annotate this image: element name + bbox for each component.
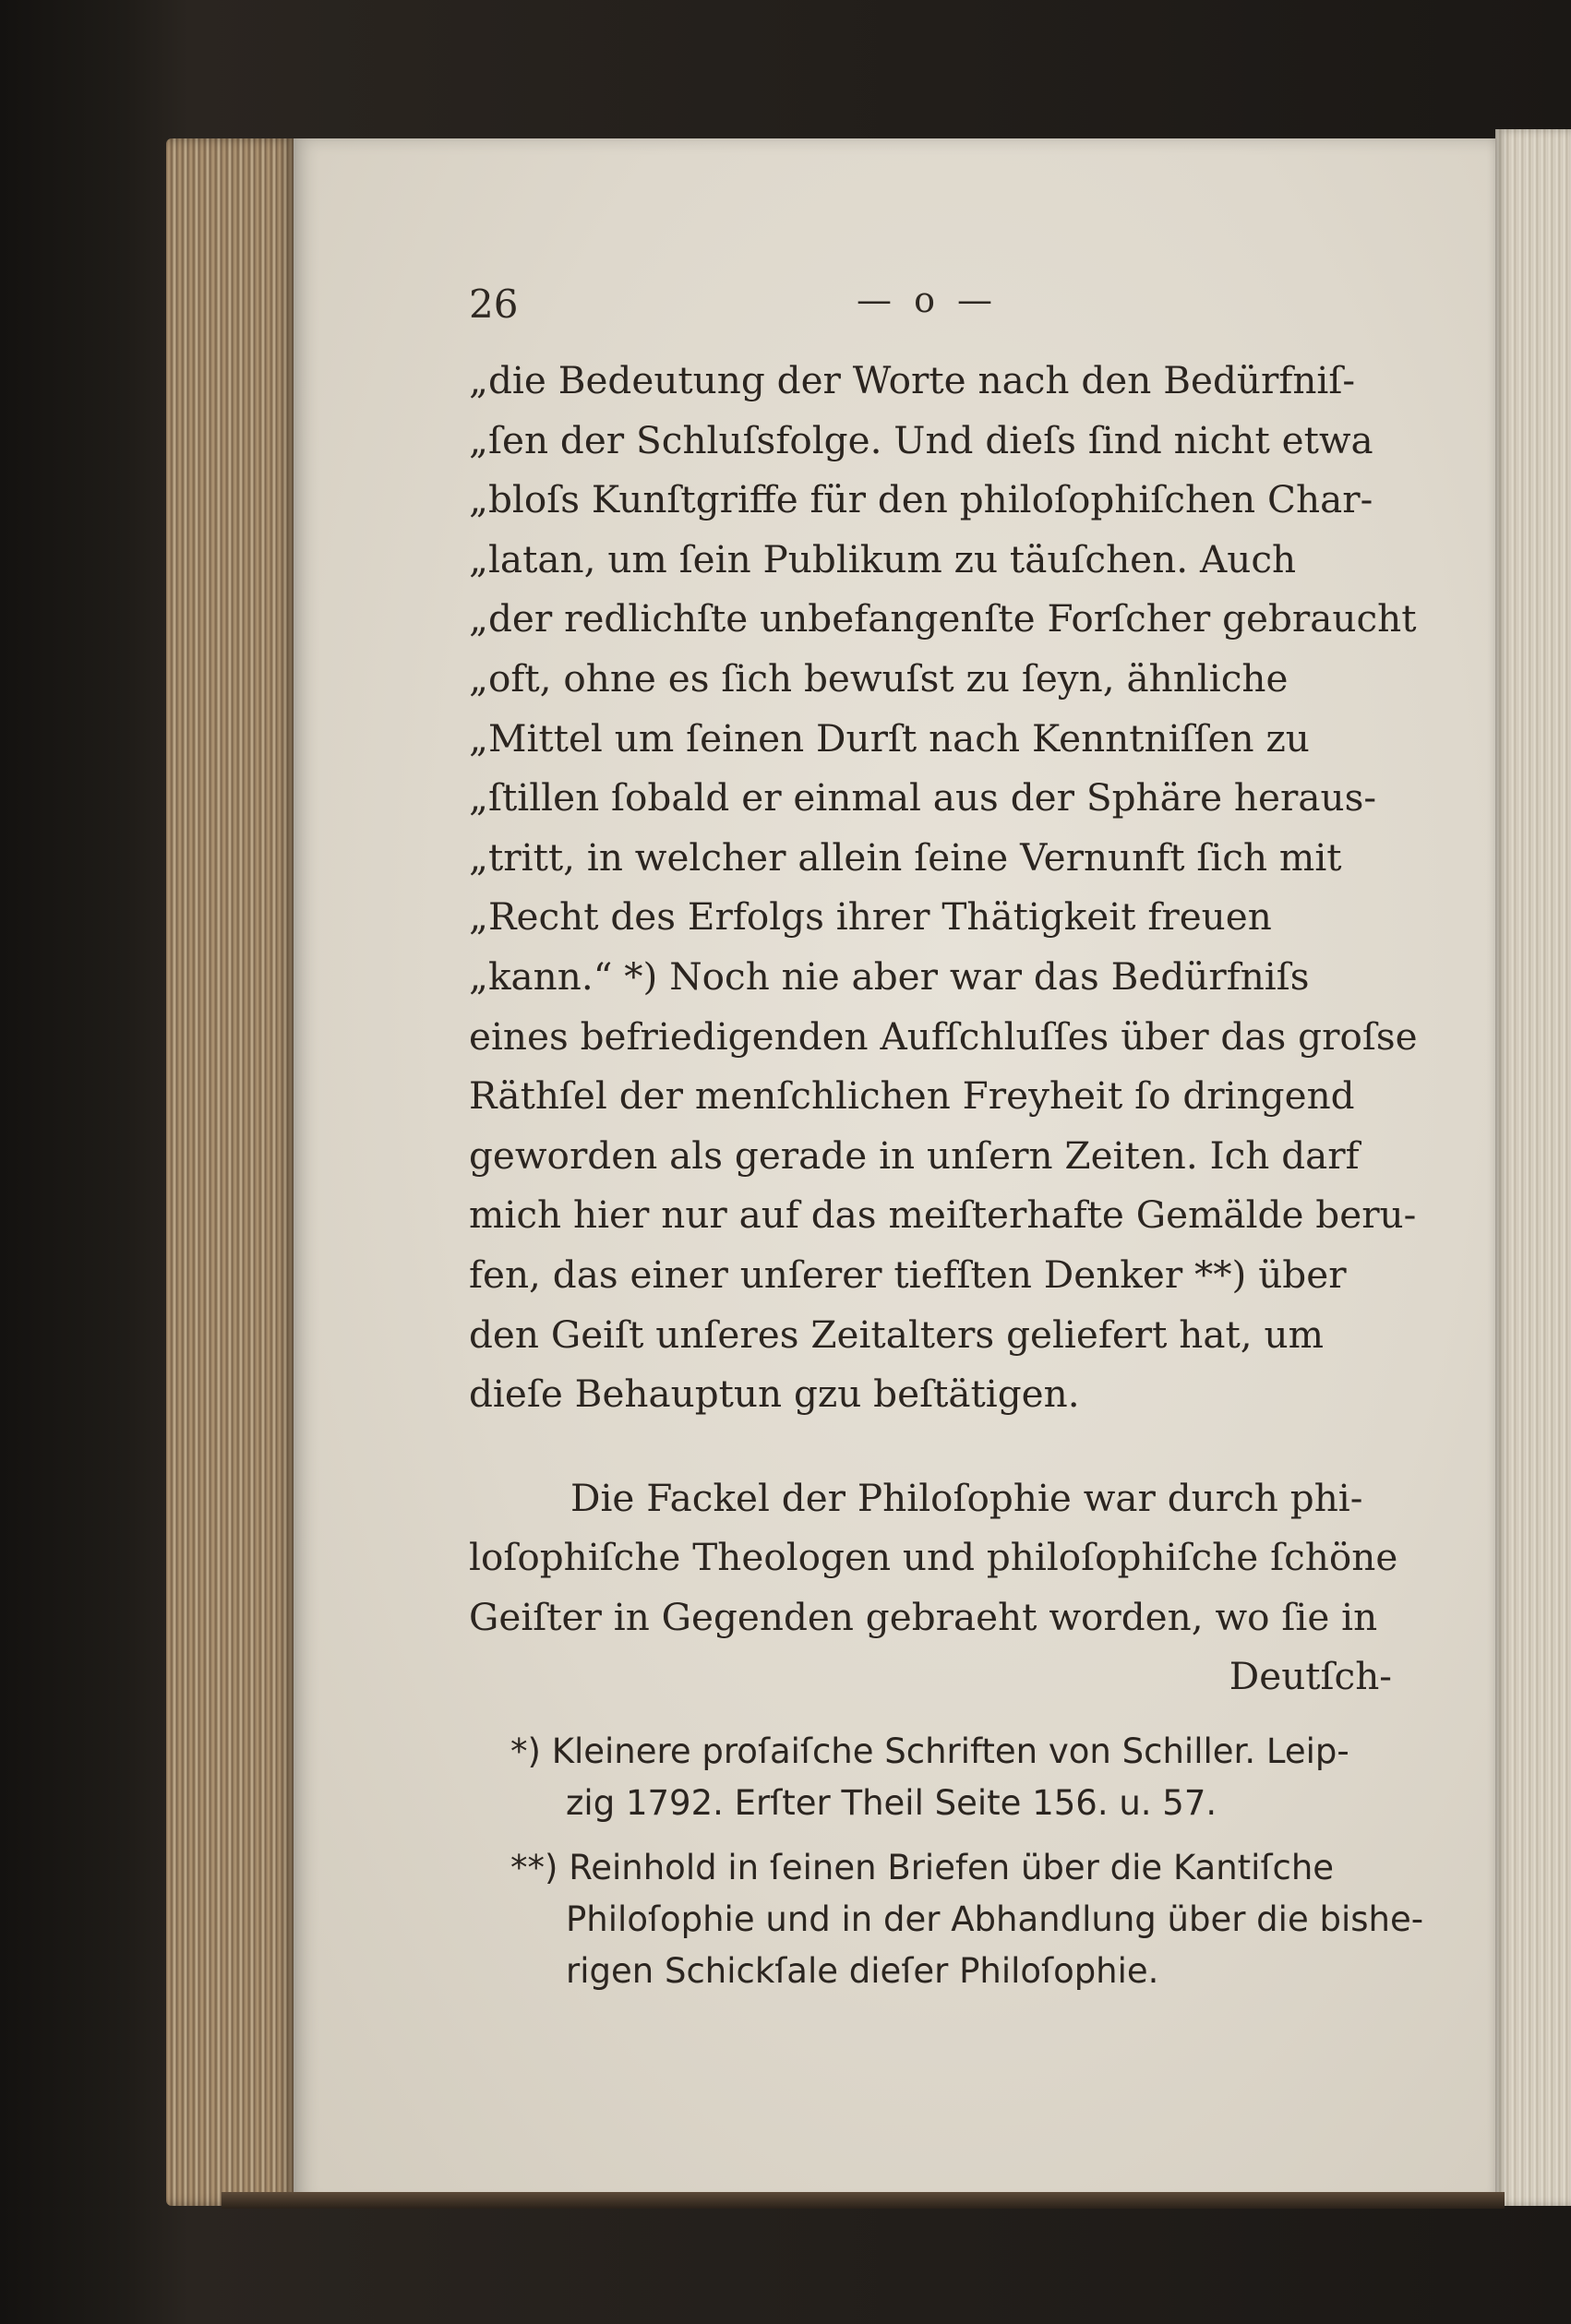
text-line: eines befriedigenden Aufſchluſſes über das groſse	[469, 1013, 1418, 1059]
footnotes	[510, 1726, 1424, 1997]
text-line: mich hier nur auf das meiſterhafte Gemälde beru-	[469, 1192, 1417, 1238]
footnote-line: Philoſophie und in der Abhandlung über die bishe-	[566, 1899, 1424, 1939]
book-page	[294, 138, 1495, 2206]
text-line: „kann.“ *) Noch nie aber war das Bedürfniſs	[469, 953, 1310, 999]
footnote-line: zig 1792. Erſter Theil Seite 156. u. 57.	[566, 1783, 1217, 1823]
running-head: — o —	[857, 280, 999, 320]
main-text	[469, 351, 1418, 1707]
footnote-line: rigen Schickſale dieſer Philoſophie.	[566, 1951, 1159, 1991]
text-line: „Mittel um ſeinen Durſt nach Kenntniſſen zu	[469, 715, 1310, 761]
page-stack-edge	[1495, 129, 1571, 2206]
text-line: geworden als gerade in unſern Zeiten. Ich darf	[469, 1132, 1360, 1178]
page-header	[469, 282, 1392, 337]
text-line: fen, das einer unſerer tiefſten Denker **) über	[469, 1252, 1347, 1297]
text-line: den Geiſt unſeres Zeitalters geliefert hat, um	[469, 1312, 1325, 1357]
footnote-line: **) Reinhold in ſeinen Briefen über die Kantiſche	[510, 1848, 1335, 1887]
catchword: Deutſch-	[1229, 1654, 1392, 1699]
text-line: „tritt, in welcher allein ſeine Vernunft ſich mit	[469, 834, 1342, 880]
text-line: „oft, ohne es ſich bewuſst zu ſeyn, ähnliche	[469, 655, 1289, 701]
text-line: „latan, um ſein Publikum zu täuſchen. Auch	[469, 536, 1297, 581]
book-spine-edge	[166, 138, 295, 2206]
text-line: „ſen der Schluſsfolge. Und dieſs ſind nicht etwa	[469, 417, 1373, 462]
text-line: loſophiſche Theologen und philoſophiſche ſchöne	[469, 1535, 1398, 1580]
text-line: „der redlichſte unbefangenſte Forſcher gebraucht	[469, 596, 1417, 641]
page-number: 26	[469, 282, 519, 327]
text-line: dieſe Behauptun gzu beſtätigen.	[469, 1372, 1080, 1417]
text-line: Räthſel der menſchlichen Freyheit ſo dringend	[469, 1073, 1355, 1119]
text-line: „ſtillen ſobald er einmal aus der Sphäre heraus-	[469, 775, 1377, 821]
footnote-line: *) Kleinere proſaiſche Schriften von Schiller. Leip-	[510, 1731, 1349, 1771]
book-bottom-edge	[222, 2192, 1505, 2209]
text-line: „Recht des Erfolgs ihrer Thätigkeit freuen	[469, 894, 1272, 940]
text-line: „die Bedeutung der Worte nach den Bedürfniſ-	[469, 358, 1356, 402]
footnote-gap	[510, 1829, 1397, 1842]
paragraph-gap	[469, 1424, 1392, 1468]
text-line: Die Fackel der Philoſophie war durch phi-	[570, 1475, 1363, 1520]
text-line: „bloſs Kunſtgriffe für den philoſophiſchen Char-	[469, 477, 1373, 522]
text-line: Geiſter in Gegenden gebraeht worden, wo ſie in	[469, 1594, 1378, 1639]
